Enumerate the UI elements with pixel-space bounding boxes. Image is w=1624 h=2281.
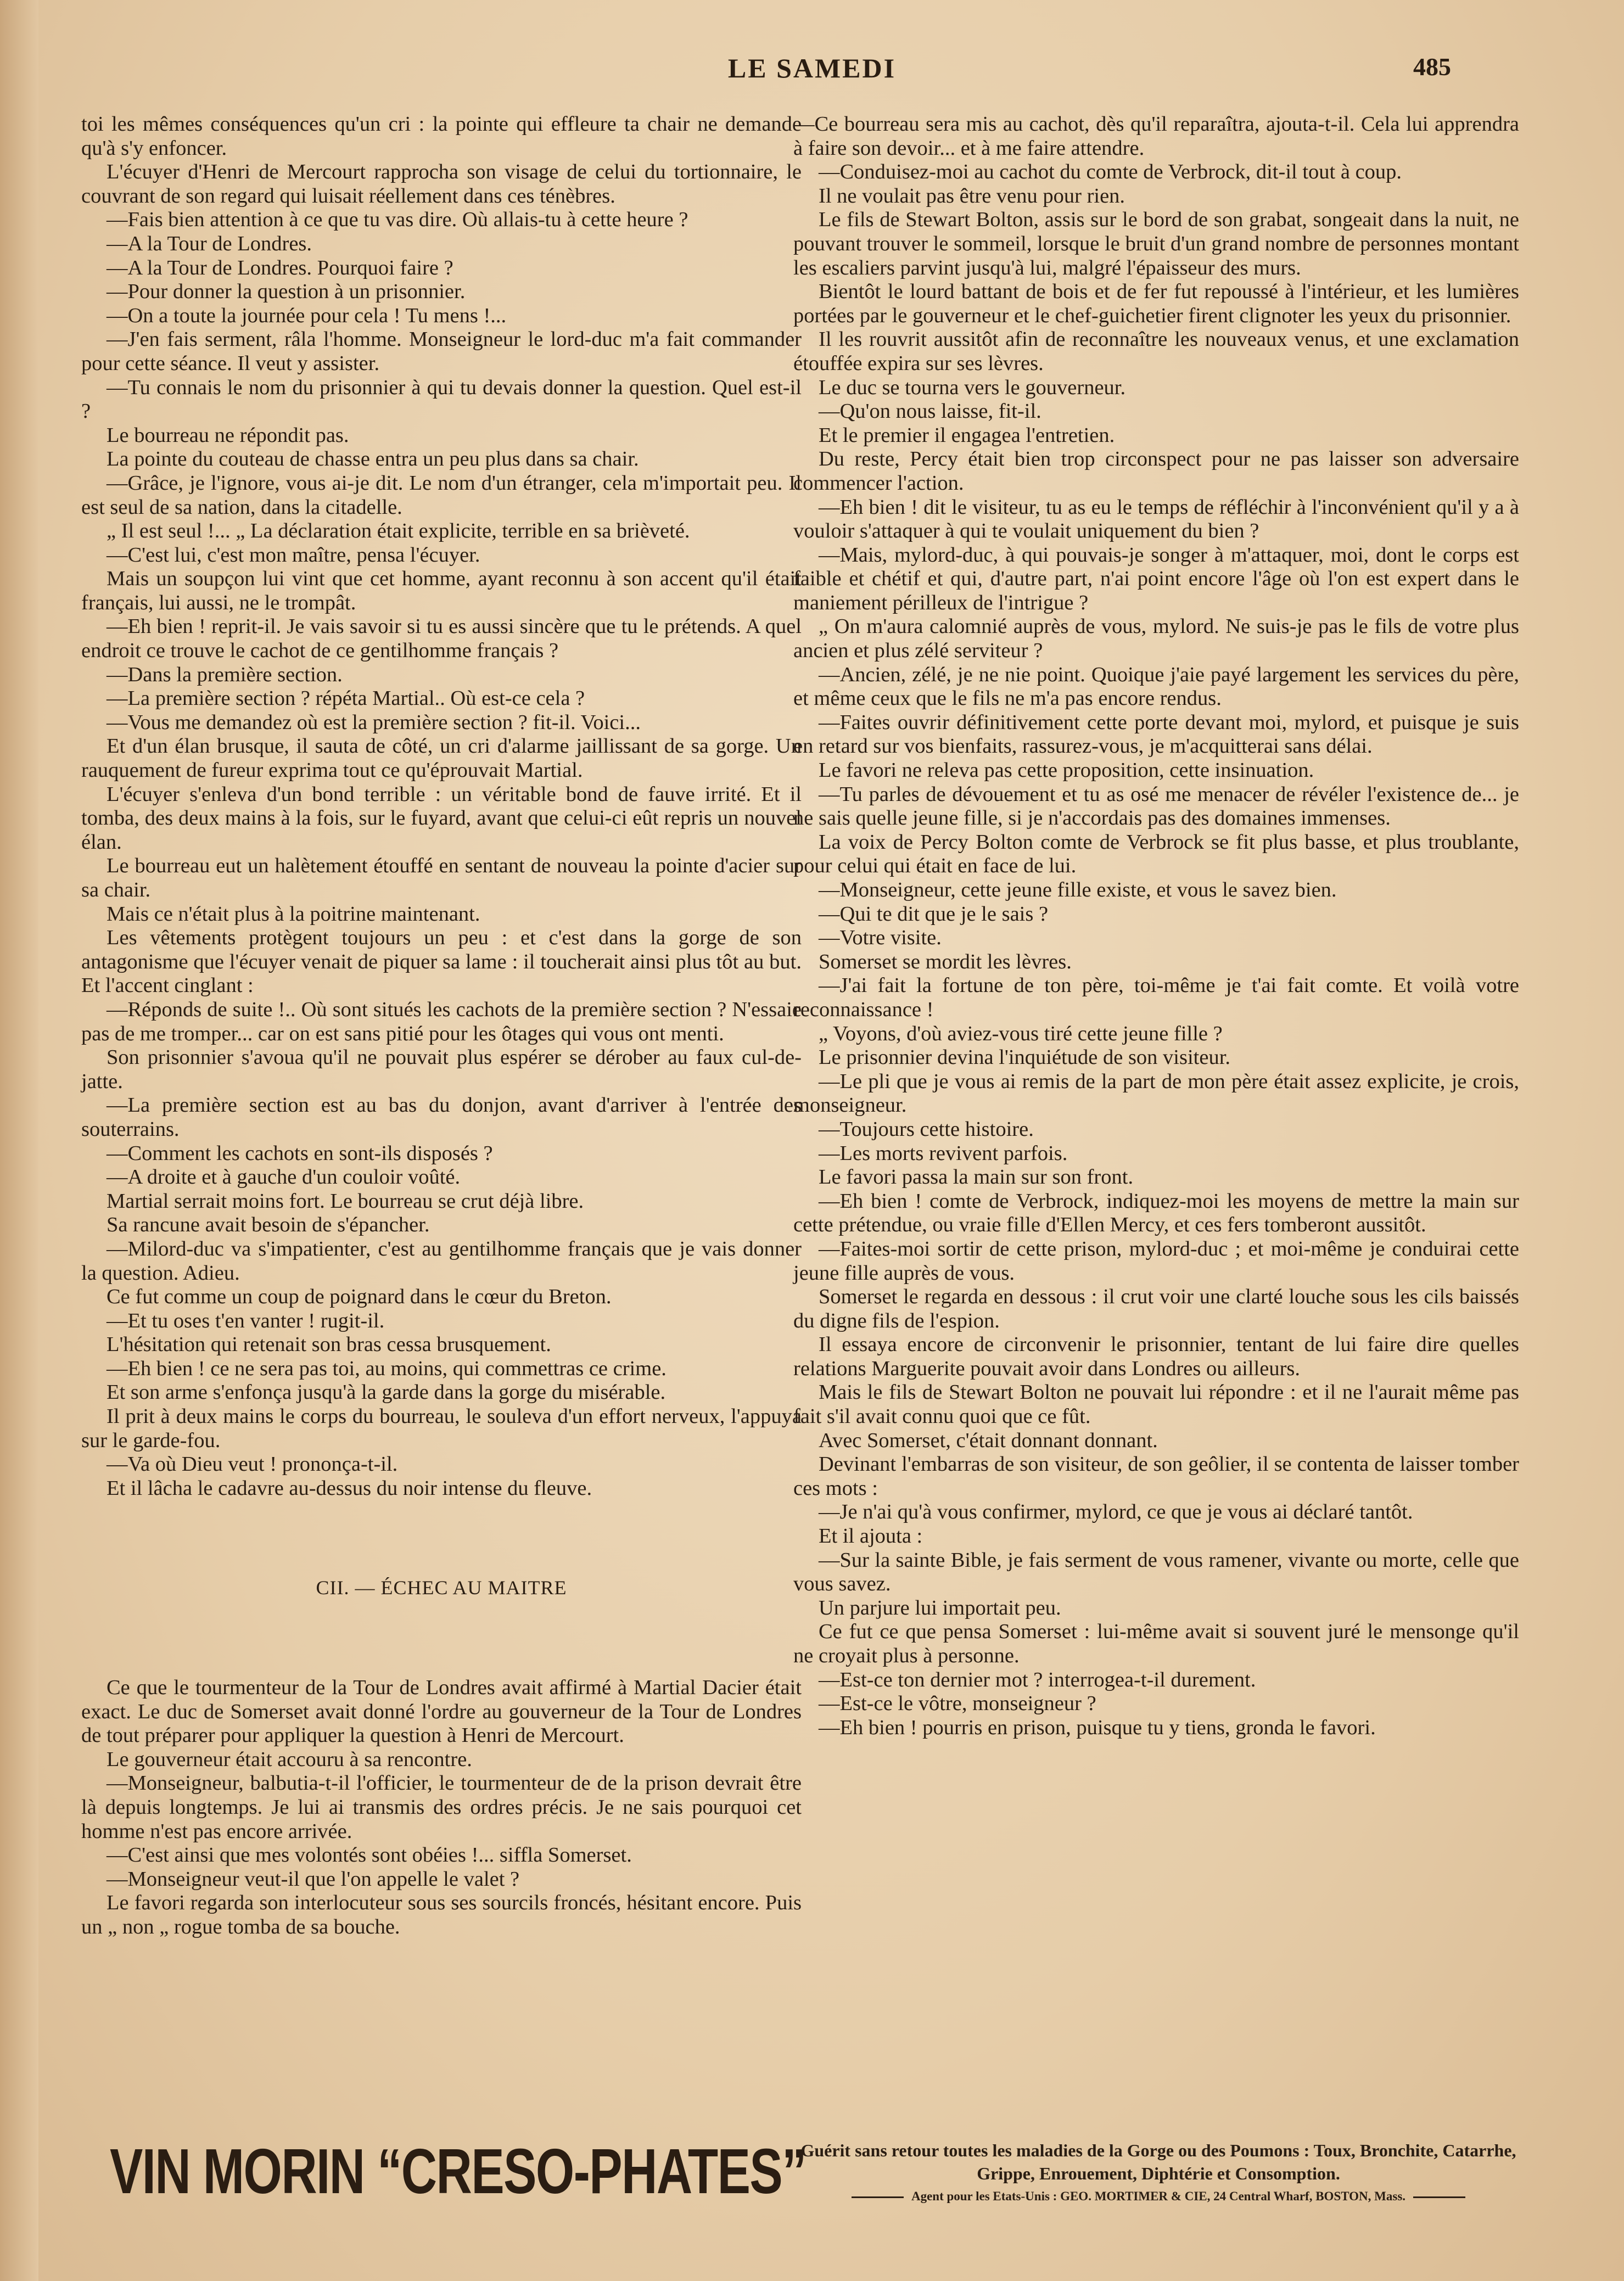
paragraph: Mais le fils de Stewart Bolton ne pouvait lui répondre : et il ne l'aurait même pas fait s'il avait connu quoi que ce fût. <box>793 1381 1519 1428</box>
paragraph: —Ce bourreau sera mis au cachot, dès qu'il reparaîtra, ajouta-t-il. Cela lui apprendra à faire son devoir... et à me faire attendre. <box>793 113 1519 160</box>
paragraph: Il les rouvrit aussitôt afin de reconnaître les nouveaux venus, et une exclamation étouffée expira sur ses lèvres. <box>793 328 1519 375</box>
paragraph: —La première section ? répéta Martial.. Où est-ce cela ? <box>107 687 585 710</box>
right-column <box>793 113 1519 1740</box>
paragraph: —Les morts revivent parfois. <box>819 1141 1068 1165</box>
paragraph: Il essaya encore de circonvenir le prisonnier, tentant de lui faire dire quelles relations Marguerite pouvait avoir dans Londres ou ailleurs. <box>793 1333 1519 1380</box>
paragraph: Et d'un élan brusque, il sauta de côté, un cri d'alarme jaillissant de sa gorge. Un rauquement de fureur exprima tout ce qu'éprouvait Martial. <box>81 735 802 782</box>
paragraph: Sa rancune avait besoin de s'épancher. <box>107 1213 430 1237</box>
advertisement <box>110 2136 1526 2218</box>
paragraph: Ce fut comme un coup de poignard dans le cœur du Breton. <box>107 1285 612 1309</box>
paragraph: Il ne voulait pas être venu pour rien. <box>819 184 1125 208</box>
paragraph: Somerset se mordit les lèvres. <box>819 950 1072 973</box>
paragraph: —Eh bien ! ce ne sera pas toi, au moins, qui commettras ce crime. <box>107 1357 667 1380</box>
rule-right <box>1413 2196 1465 2198</box>
paragraph: Le prisonnier devina l'inquiétude de son visiteur. <box>819 1046 1231 1069</box>
paragraph: —Tu connais le nom du prisonnier à qui tu devais donner la question. Quel est-il ? <box>81 376 802 423</box>
paragraph: —Monseigneur, cette jeune fille existe, et vous le savez bien. <box>819 878 1337 901</box>
paragraph: —Faites-moi sortir de cette prison, mylord-duc ; et moi-même je conduirai cette jeune fille auprès de vous. <box>793 1237 1519 1285</box>
paragraph: —Eh bien ! reprit-il. Je vais savoir si tu es aussi sincère que tu le prétends. A quel endroit ce trouve le cachot de ce gentilhomme français ? <box>81 615 802 663</box>
paragraph: —Eh bien ! dit le visiteur, tu as eu le temps de réfléchir à l'inconvénient qu'il y a à vouloir s'attaquer à qui te voulait uniquement du bien ? <box>793 495 1519 543</box>
paragraph: —Monseigneur veut-il que l'on appelle le valet ? <box>107 1867 520 1891</box>
ad-brand: VIN MORIN “CRESO-PHATES” <box>110 2136 806 2207</box>
left-column <box>81 113 802 1940</box>
rule-left <box>852 2196 904 2198</box>
paragraph: —Vous me demandez où est la première section ? fit-il. Voici... <box>107 710 641 734</box>
paragraph: Il prit à deux mains le corps du bourreau, le souleva d'un effort nerveux, l'appuya sur le garde-fou. <box>81 1405 802 1452</box>
paragraph: Et le premier il engagea l'entretien. <box>819 423 1115 447</box>
paragraph: —Grâce, je l'ignore, vous ai-je dit. Le nom d'un étranger, cela m'importait peu. Il est seul de sa nation, dans la citadelle. <box>81 471 802 519</box>
paragraph: Martial serrait moins fort. Le bourreau se crut déjà libre. <box>107 1189 584 1213</box>
paragraph: Le favori ne releva pas cette proposition, cette insinuation. <box>819 759 1314 782</box>
paragraph: —Eh bien ! pourris en prison, puisque tu y tiens, gronda le favori. <box>819 1716 1376 1739</box>
paragraph: —Ancien, zélé, je ne nie point. Quoique j'aie payé largement les services du père, et même ceux que le fils ne m'a pas encore rendus. <box>793 663 1519 710</box>
paragraph: L'écuyer s'enleva d'un bond terrible : un véritable bond de fauve irrité. Et il tomba, des deux mains à la fois, sur le fuyard, avant que celui-ci eût repris un nouvel élan. <box>81 782 802 854</box>
paragraph: La pointe du couteau de chasse entra un peu plus dans sa chair. <box>107 447 639 471</box>
paragraph: —Comment les cachots en sont-ils disposés ? <box>107 1141 493 1165</box>
paragraph: L'écuyer d'Henri de Mercourt rapprocha son visage de celui du tortionnaire, le couvrant de son regard qui luisait réellement dans ces ténèbres. <box>81 160 802 208</box>
paragraph: —Toujours cette histoire. <box>819 1117 1034 1141</box>
paragraph: —Eh bien ! comte de Verbrock, indiquez-moi les moyens de mettre la main sur cette prétendue, ou vraie fille d'Ellen Mercy, et ces fers tomberont aussitôt. <box>793 1189 1519 1237</box>
paragraph: Son prisonnier s'avoua qu'il ne pouvait plus espérer se dérober au faux cul-de-jatte. <box>81 1046 802 1093</box>
paragraph: Mais un soupçon lui vint que cet homme, ayant reconnu à son accent qu'il était français, lui aussi, ne le trompât. <box>81 567 802 614</box>
paragraph: —Qui te dit que je le sais ? <box>819 902 1049 926</box>
paragraph: Ce fut ce que pensa Somerset : lui-même avait si souvent juré le mensonge qu'il ne croyait plus à personne. <box>793 1620 1519 1667</box>
paragraph: „ Voyons, d'où aviez-vous tiré cette jeune fille ? <box>819 1022 1223 1045</box>
page-number: 485 <box>1413 53 1451 81</box>
paragraph: —Le pli que je vous ai remis de la part de mon père était assez explicite, je crois, monseigneur. <box>793 1069 1519 1117</box>
paragraph: —La première section est au bas du donjon, avant d'arriver à l'entrée des souterrains. <box>81 1094 802 1141</box>
paragraph: —J'ai fait la fortune de ton père, toi-même je t'ai fait comte. Et voilà votre reconnaissance ! <box>793 974 1519 1021</box>
paragraph: L'hésitation qui retenait son bras cessa brusquement. <box>107 1333 551 1357</box>
paragraph: La voix de Percy Bolton comte de Verbrock se fit plus basse, et plus troublante, pour celui qui était en face de lui. <box>793 830 1519 878</box>
paragraph: Le favori regarda son interlocuteur sous ses sourcils froncés, hésitant encore. Puis un „ non „ rogue tomba de sa bouche. <box>81 1891 802 1938</box>
paragraph: —Mais, mylord-duc, à qui pouvais-je songer à m'attaquer, moi, dont le corps est faible et chétif et qui, d'autre part, n'ai point encore l'âge où l'on est expert dans le maniement périlleux de l'intrigue ? <box>793 543 1519 614</box>
ad-claim: Guérit sans retour toutes les maladies de la Gorge ou des Poumons : Toux, Bronchite, Catarrhe, Grippe, Enrouement, Diphtérie et Consomption. <box>800 2140 1516 2183</box>
paragraph: Les vêtements protègent toujours un peu : et c'est dans la gorge de son antagonisme que l'écuyer venait de piquer sa lame : il toucherait ainsi plus tôt au but. Et l'accent cinglant : <box>81 926 802 997</box>
paragraph: toi les mêmes conséquences qu'un cri : la pointe qui effleure ta chair ne demande qu'à s'y enfoncer. <box>81 113 802 160</box>
paragraph: Ce que le tourmenteur de la Tour de Londres avait affirmé à Martial Dacier était exact. Le duc de Somerset avait donné l'ordre au gouverneur de la Tour de Londres de tout préparer pour appliquer la question à Henri de Mercourt. <box>81 1676 802 1747</box>
paragraph: —Dans la première section. <box>107 663 343 686</box>
paragraph: —Réponds de suite !.. Où sont situés les cachots de la première section ? N'essaie pas de me tromper... car on est sans pitié pour les ôtages qui vous ont menti. <box>81 997 802 1045</box>
paragraph: —Fais bien attention à ce que tu vas dire. Où allais-tu à cette heure ? <box>107 208 688 232</box>
paragraph: Et il lâcha le cadavre au-dessus du noir intense du fleuve. <box>107 1476 592 1500</box>
paragraph: —J'en fais serment, râla l'homme. Monseigneur le lord-duc m'a fait commander pour cette séance. Il veut y assister. <box>81 328 802 375</box>
ad-agent <box>791 2188 1526 2205</box>
paragraph: —Monseigneur, balbutia-t-il l'officier, le tourmenteur de de la prison devrait être là depuis longtemps. Je lui ai transmis des ordres précis. Je ne sais pourquoi cet homme n'est pas encore arrivée. <box>81 1772 802 1843</box>
paragraph: —A droite et à gauche d'un couloir voûté. <box>107 1165 461 1189</box>
paragraph: —C'est lui, c'est mon maître, pensa l'écuyer. <box>107 543 480 567</box>
paragraph: Un parjure lui importait peu. <box>819 1596 1061 1619</box>
paragraph: Avec Somerset, c'était donnant donnant. <box>819 1428 1158 1452</box>
paragraph: —Conduisez-moi au cachot du comte de Verbrock, dit-il tout à coup. <box>819 160 1402 184</box>
paragraph: „ Il est seul !... „ La déclaration était explicite, terrible en sa brièveté. <box>107 519 690 543</box>
paragraph: —Est-ce ton dernier mot ? interrogea-t-il durement. <box>819 1668 1256 1691</box>
paragraph: Le fils de Stewart Bolton, assis sur le bord de son grabat, songeait dans la nuit, ne pouvant trouver le sommeil, lorsque le bruit d'un grand nombre de personnes montant les escaliers parvint jusqu'à lui, malgré l'épaisseur des murs. <box>793 208 1519 279</box>
paragraph: —Votre visite. <box>819 926 942 950</box>
paragraph: Mais ce n'était plus à la poitrine maintenant. <box>107 902 480 926</box>
paragraph: —Est-ce le vôtre, monseigneur ? <box>819 1692 1096 1716</box>
paragraph: —On a toute la journée pour cela ! Tu mens !... <box>107 304 507 327</box>
paragraph: Le gouverneur était accouru à sa rencontre. <box>107 1747 472 1771</box>
paragraph: —A la Tour de Londres. Pourquoi faire ? <box>107 256 453 279</box>
page-spine-shadow <box>0 0 38 2281</box>
paragraph: Du reste, Percy était bien trop circonspect pour ne pas laisser son adversaire commencer l'action. <box>793 447 1519 495</box>
paragraph: Et son arme s'enfonça jusqu'à la garde dans la gorge du misérable. <box>107 1381 666 1404</box>
paragraph: —Je n'ai qu'à vous confirmer, mylord, ce que je vous ai déclaré tantôt. <box>819 1500 1413 1524</box>
page-header <box>0 52 1624 85</box>
paragraph: Le bourreau ne répondit pas. <box>107 423 349 447</box>
paragraph: —Milord-duc va s'impatienter, c'est au gentilhomme français que je vais donner la question. Adieu. <box>81 1237 802 1285</box>
paragraph: —Faites ouvrir définitivement cette porte devant moi, mylord, et puisque je suis en retard sur vos bienfaits, rassurez-vous, je m'acquitterai sans délai. <box>793 710 1519 758</box>
paragraph: Le favori passa la main sur son front. <box>819 1165 1134 1189</box>
paragraph: Somerset le regarda en dessous : il crut voir une clarté louche sous les cils baissés du digne fils de l'espion. <box>793 1285 1519 1332</box>
masthead: LE SAMEDI <box>727 53 897 83</box>
paragraph: —C'est ainsi que mes volontés sont obéies !... siffla Somerset. <box>107 1843 632 1867</box>
paragraph: Et il ajouta : <box>819 1525 923 1548</box>
paragraph: —Va où Dieu veut ! prononça-t-il. <box>107 1453 398 1476</box>
paragraph: —Pour donner la question à un prisonnier. <box>107 280 466 304</box>
paragraph: —Qu'on nous laisse, fit-il. <box>819 400 1041 423</box>
paragraph: „ On m'aura calomnié auprès de vous, mylord. Ne suis-je pas le fils de votre plus ancien et plus zélé serviteur ? <box>793 615 1519 663</box>
paragraph: Bientôt le lourd battant de bois et de fer fut repoussé à l'intérieur, et les lumières portées par le gouverneur et le chef-guichetier firent clignoter les yeux du prisonnier. <box>793 280 1519 327</box>
ad-agent-text: Agent pour les Etats-Unis : GEO. MORTIMER & CIE, 24 Central Wharf, BOSTON, Mass. <box>911 2189 1406 2203</box>
paragraph: —Sur la sainte Bible, je fais serment de vous ramener, vivante ou morte, celle que vous savez. <box>793 1548 1519 1596</box>
paragraph: —Et tu oses t'en vanter ! rugit-il. <box>107 1309 385 1332</box>
paragraph: Le bourreau eut un halètement étouffé en sentant de nouveau la pointe d'acier sur sa chair. <box>81 854 802 901</box>
paragraph: —Tu parles de dévouement et tu as osé me menacer de révéler l'existence de... je ne sais quelle jeune fille, si je n'accordais pas des domaines immenses. <box>793 782 1519 830</box>
chapter-title: CII. — ÉCHEC AU MAITRE <box>316 1577 567 1599</box>
paragraph: —A la Tour de Londres. <box>107 232 312 255</box>
paragraph: Devinant l'embarras de son visiteur, de son geôlier, il se contenta de laisser tomber ces mots : <box>793 1453 1519 1500</box>
paragraph: Le duc se tourna vers le gouverneur. <box>819 376 1126 399</box>
